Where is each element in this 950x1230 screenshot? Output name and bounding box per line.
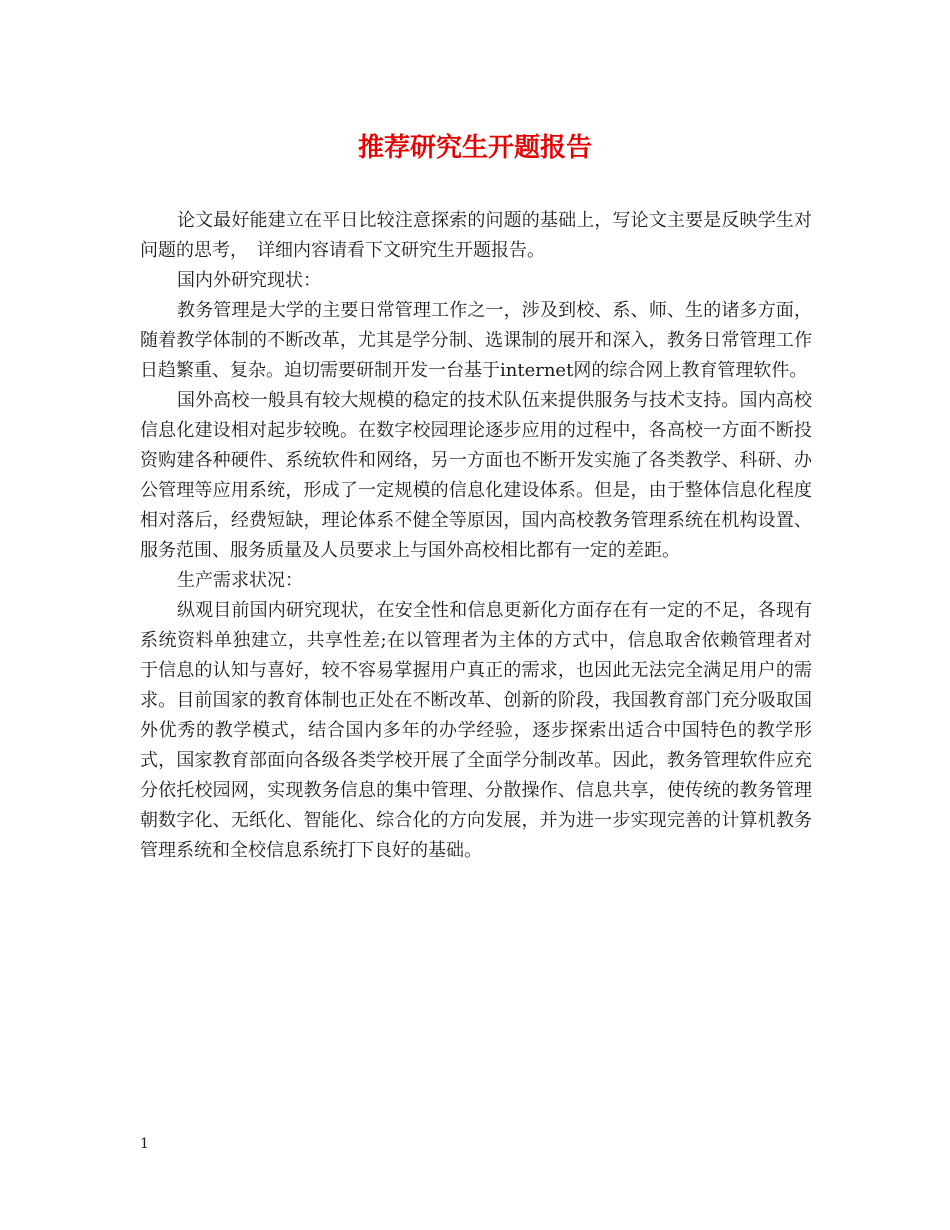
document-body [140,206,812,866]
paragraph-domestic-research: 纵观目前国内研究现状，在安全性和信息更新化方面存在有一定的不足，各现有系统资料单独建立，共享性差;在以管理者为主体的方式中，信息取舍依赖管理者对于信息的认知与喜好，较不容易掌握用户真正的需求，也因此无法完全满足用户的需求。目前国家的教育体制也正处在不断改革、创新的阶段，我国教育部门充分吸取国外优秀的教学模式，结合国内多年的办学经验，逐步探索出适合中国特色的教学形式，国家教育部面向各级各类学校开展了全面学分制改革。因此，教务管理软件应充分依托校园网，实现教务信息的集中管理、分散操作、信息共享，使传统的教务管理朝数字化、无纸化、智能化、综合化的方向发展，并为进一步实现完善的计算机教务管理系统和全校信息系统打下良好的基础。 [140,600,812,861]
section-heading-research-status: 国内外研究现状： [177,270,321,291]
intro-paragraph: 论文最好能建立在平日比较注意探索的问题的基础上，写论文主要是反映学生对问题的思考， 详细内容请看下文研究生开题报告。 [140,210,812,261]
paragraph-foreign-universities: 国外高校一般具有较大规模的稳定的技术队伍来提供服务与技术支持。国内高校信息化建设相对起步较晚。在数字校园理论逐步应用的过程中，各高校一方面不断投资购建各种硬件、系统软件和网络，另一方面也不断开发实施了各类教学、科研、办公管理等应用系统，形成了一定规模的信息化建设体系。但是，由于整体信息化程度相对落后，经费短缺，理论体系不健全等原因，国内高校教务管理系统在机构设置、服务范围、服务质量及人员要求上与国外高校相比都有一定的差距。 [140,390,812,561]
page-number: 1 [140,1136,149,1152]
paragraph-academic-management: 教务管理是大学的主要日常管理工作之一，涉及到校、系、师、生的诸多方面，随着教学体制的不断改革，尤其是学分制、选课制的展开和深入，教务日常管理工作日趋繁重、复杂。迫切需要研制开发一台基于internet网的综合网上教育管理软件。 [140,300,812,381]
section-heading-demand-status: 生产需求状况： [177,570,303,591]
document-title: 推荐研究生开题报告 [357,133,592,163]
